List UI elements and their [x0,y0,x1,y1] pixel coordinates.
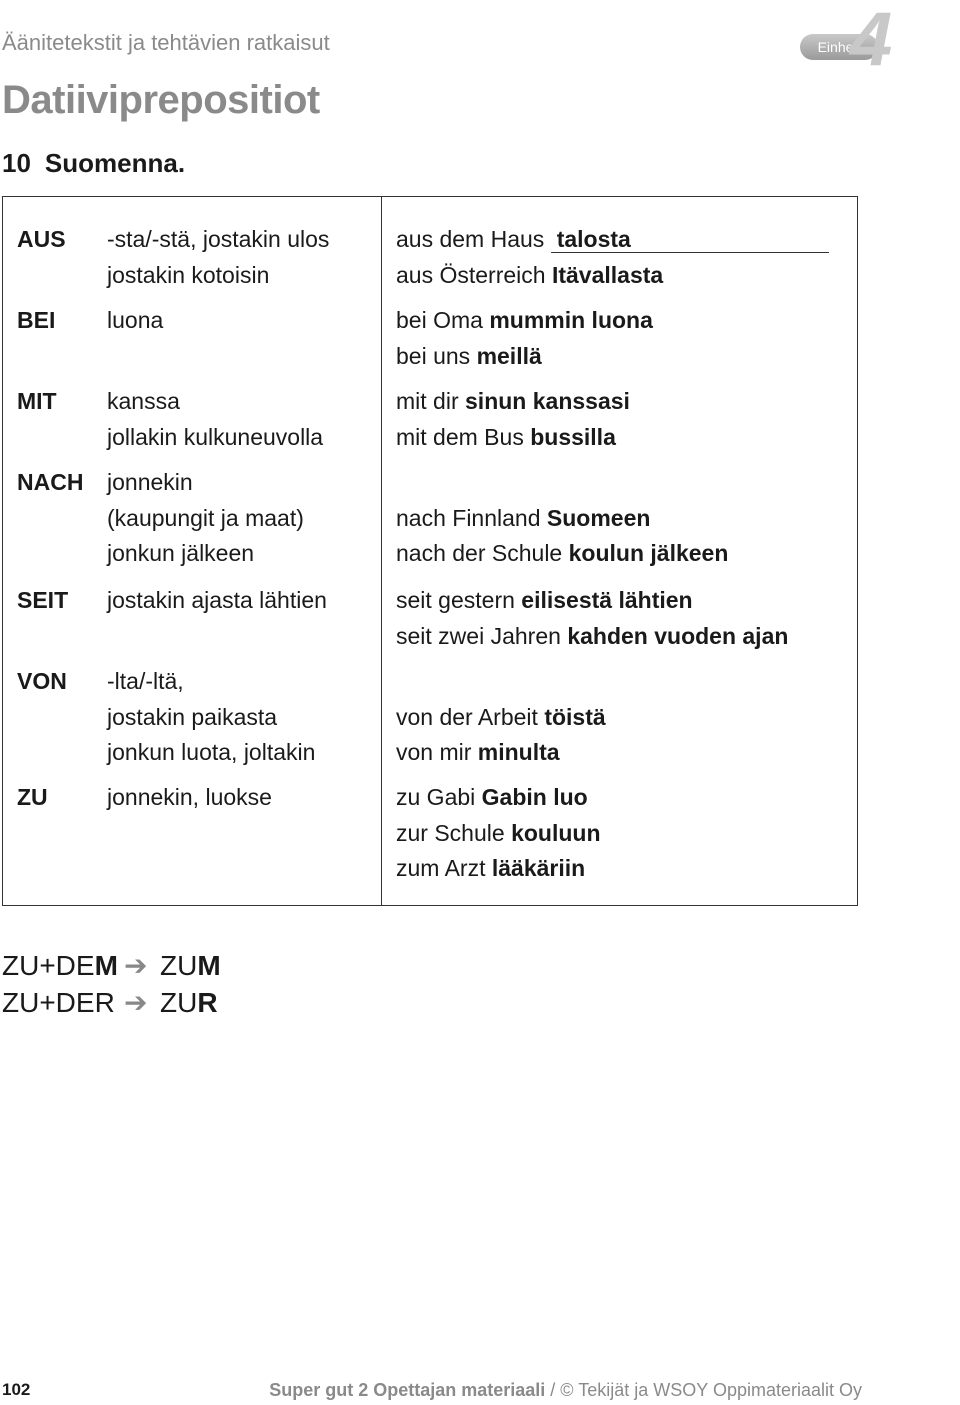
example-list [396,465,728,572]
meaning-text: jonnekin, luokse [107,784,272,810]
example-list [396,664,606,771]
example-list [396,303,653,374]
contraction-zur: ZU+DER ➔ ZUR [2,985,115,1021]
section-title: Äänitetekstit ja tehtävien ratkaisut [2,30,330,55]
preposition-keyword: AUS [17,226,66,252]
preposition-keyword: NACH [17,469,84,495]
preposition-keyword: MIT [17,388,57,414]
task-instruction: Suomenna. [44,148,186,178]
meaning-text: -sta/-stä, jostakin ulos jostakin kotoisin [107,226,330,288]
meaning-text: luona [107,307,164,333]
example-line: nach der Schule koulun jälkeen [396,540,729,566]
example-line: von der Arbeit töistä [396,703,606,730]
footer-credit: Super gut 2 Opettajan materiaali / © Tekijät ja WSOY Oppimateriaalit Oy [269,1380,862,1400]
meaning-text: -lta/-ltä, jostakin paikasta jonkun luota, joltakin [107,668,316,765]
preposition-keyword: VON [17,668,67,694]
example-list [396,384,630,455]
page-title: Datiiviprepositiot [2,78,320,122]
column-divider [381,197,382,905]
page-number: 102 [2,1380,31,1399]
example-line: mit dir sinun kanssasi [396,388,630,414]
example-line: aus Österreich Itävallasta [396,261,664,288]
task-heading [2,148,185,179]
preposition-keyword: SEIT [17,587,69,613]
example-line: zur Schule kouluun [396,819,601,846]
task-number: 10 [2,148,31,178]
contraction-zum: ZU+DEM ➔ ZUM [2,948,118,984]
example-line: seit gestern eilisestä lähtien [396,587,693,613]
meaning-text: kanssa jollakin kulkuneuvolla [107,388,324,450]
unit-badge [800,0,930,82]
meaning-text: jostakin ajasta lähtien [107,587,327,613]
example-list [396,780,601,887]
arrow-right-icon: ➔ [124,987,148,1018]
arrow-right-icon: ➔ [124,950,148,981]
unit-label: Einheit [800,34,878,60]
example-line: bei uns meillä [396,342,542,369]
preposition-table [2,196,858,906]
example-line: mit dem Bus bussilla [396,423,616,450]
example-line: von mir minulta [396,739,560,765]
preposition-keyword: BEI [17,307,56,333]
answer-blank: talosta [551,226,829,253]
example-line: seit zwei Jahren kahden vuoden ajan [396,622,789,649]
example-line: zum Arzt lääkäriin [396,855,586,881]
preposition-keyword: ZU [17,784,48,810]
example-line: nach Finnland Suomeen [396,504,651,531]
unit-number: 4 [850,0,891,82]
example-line: zu Gabi Gabin luo [396,784,588,810]
example-line: bei Oma mummin luona [396,307,653,333]
example-line: aus dem Haus talosta [396,222,829,258]
meaning-text: jonnekin (kaupungit ja maat) jonkun jälkeen [107,469,304,566]
example-list [396,583,788,654]
example-list [396,222,829,293]
